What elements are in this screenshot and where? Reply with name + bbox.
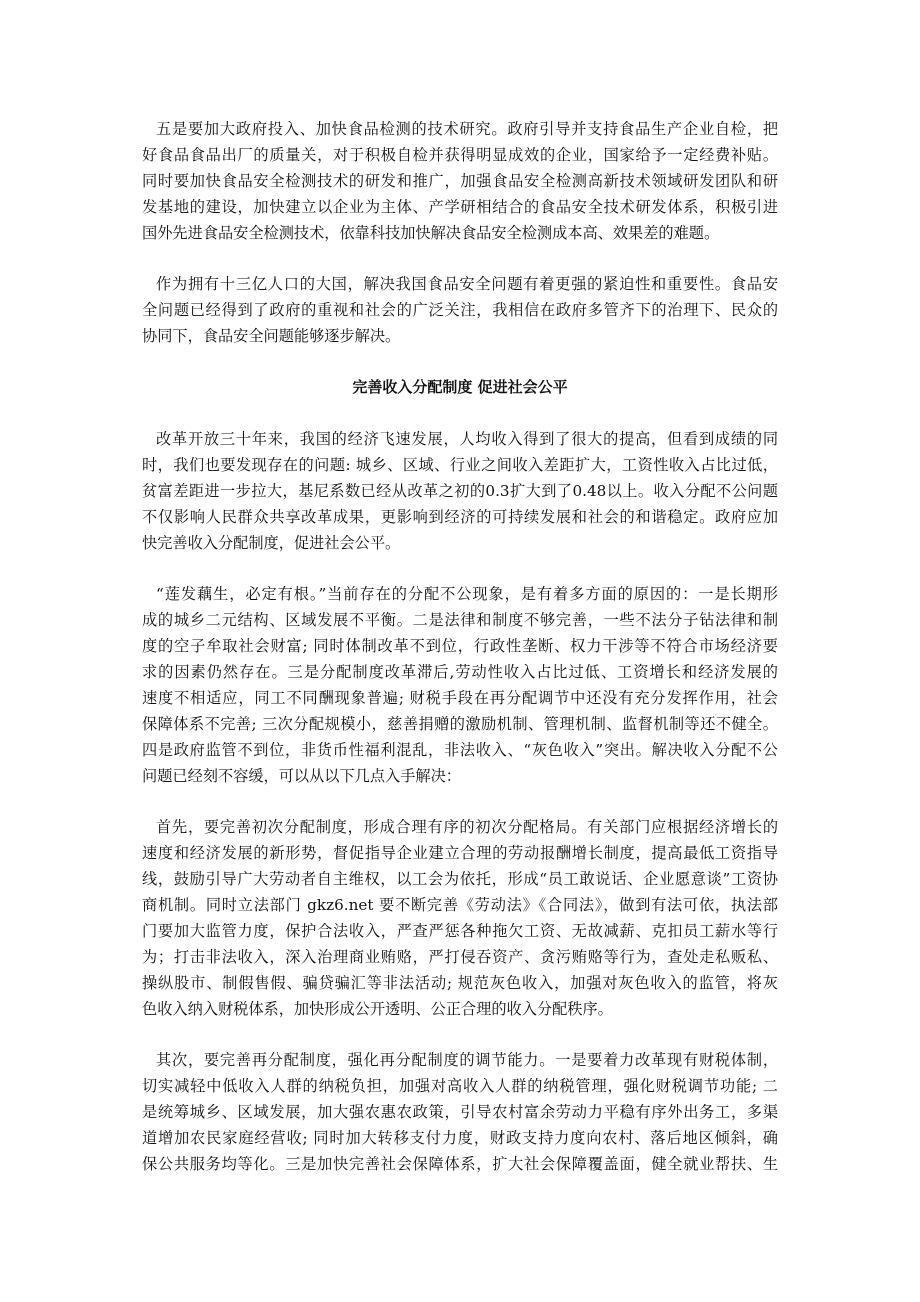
text-line: 线，鼓励引导广大劳动者自主维权，以工会为依托，形成“员工敢说话、企业愿意谈”工资协 <box>142 870 778 888</box>
text-line: 作为拥有十三亿人口的大国，解决我国食品安全问题有着更强的紧迫性和重要性。食品安 <box>156 275 778 293</box>
text-line: 全问题已经得到了政府的重视和社会的广泛关注，我相信在政府多管齐下的治理下、民众的 <box>142 301 778 319</box>
text-line: 协同下，食品安全问题能够逐步解决。 <box>142 327 401 345</box>
text-line: 为；打击非法收入，深入治理商业贿赂，严打侵吞资产、贪污贿赂等行为，查处走私贩私、 <box>142 948 778 966</box>
text-line: 操纵股市、制假售假、骗贷骗汇等非法活动; 规范灰色收入，加强对灰色收入的监管，将灰 <box>142 974 778 992</box>
text-line: 其次，要完善再分配制度，强化再分配制度的调节能力。一是要着力改革现有财税体制， <box>156 1051 778 1069</box>
text-line: 问题已经刻不容缓，可以从以下几点入手解决： <box>142 767 461 785</box>
text-line: 不仅影响人民群众共享改革成果，更影响到经济的可持续发展和社会的和谐稳定。政府应加 <box>142 508 778 526</box>
text-line: 时，我们也要发现存在的问题: 城乡、区域、行业之间收入差距扩大，工资性收入占比过低， <box>142 456 778 474</box>
text-line: 商机制。同时立法部门 gkz6.net 要不断完善《劳动法》《合同法》，做到有法可依，执法部 <box>142 896 778 914</box>
text-line: 色收入纳入财税体系，加快形成公开透明、公正合理的收入分配秩序。 <box>142 1000 613 1018</box>
section-heading: 完善收入分配制度 促进社会公平 <box>352 378 568 396</box>
text-line: 切实减轻中低收入人群的纳税负担，加强对高收入人群的纳税管理，强化财税调节功能; 二 <box>142 1077 778 1095</box>
text-line: 四是政府监管不到位，非货币性福利混乱，非法收入、“灰色收入”突出。解决收入分配不公 <box>142 741 778 759</box>
text-line: 保公共服务均等化。三是加快完善社会保障体系，扩大社会保障覆盖面，健全就业帮扶、生 <box>142 1155 778 1173</box>
text-line: 是统筹城乡、区域发展，加大强农惠农政策，引导农村富余劳动力平稳有序外出务工，多渠 <box>142 1103 778 1121</box>
text-line: 道增加农民家庭经营收; 同时加大转移支付力度，财政支持力度向农村、落后地区倾斜，确 <box>142 1129 778 1147</box>
text-line: 求的因素仍然存在。三是分配制度改革滞后,劳动性收入占比过低、工资增长和经济发展的 <box>142 663 778 681</box>
text-line: 快完善收入分配制度，促进社会公平。 <box>142 534 401 552</box>
text-line: 发基地的建设，加快建立以企业为主体、产学研相结合的食品安全技术研发体系，积极引进 <box>142 198 778 216</box>
text-line: 门要加大监管力度，保护合法收入，严查严惩各种拖欠工资、无故减薪、克扣员工薪水等行 <box>142 922 778 940</box>
text-line: “莲发藕生，必定有根。”当前存在的分配不公现象，是有着多方面的原因的：一是长期形 <box>156 585 778 603</box>
text-line: 速度不相适应，同工不同酬现象普遍; 财税手段在再分配调节中还没有充分发挥作用，社会 <box>142 689 778 707</box>
text-line: 五是要加大政府投入、加快食品检测的技术研究。政府引导并支持食品生产企业自检，把 <box>156 120 778 138</box>
text-line: 国外先进食品安全检测技术，依靠科技加快解决食品安全检测成本高、效果差的难题。 <box>142 224 720 242</box>
text-line: 成的城乡二元结构、区域发展不平衡。二是法律和制度不够完善，一些不法分子钻法律和制 <box>142 611 778 629</box>
text-line: 同时要加快食品安全检测技术的研发和推广，加强食品安全检测高新技术领域研发团队和研 <box>142 172 778 190</box>
text-line: 速度和经济发展的新形势，督促指导企业建立合理的劳动报酬增长制度，提高最低工资指导 <box>142 844 778 862</box>
text-line: 保障体系不完善; 三次分配规模小，慈善捐赠的激励机制、管理机制、监督机制等还不健全。 <box>142 715 778 733</box>
text-line: 改革开放三十年来，我国的经济飞速发展，人均收入得到了很大的提高，但看到成绩的同 <box>156 430 778 448</box>
text-line: 贫富差距进一步拉大，基尼系数已经从改革之初的0.3扩大到了0.48以上。收入分配不公问题 <box>142 482 778 500</box>
text-line: 好食品食品出厂的质量关，对于积极自检并获得明显成效的企业，国家给予一定经费补贴。 <box>142 146 778 164</box>
text-line: 度的空子牟取社会财富; 同时体制改革不到位，行政性垄断、权力干涉等不符合市场经济要 <box>142 637 778 655</box>
text-line: 首先，要完善初次分配制度，形成合理有序的初次分配格局。有关部门应根据经济增长的 <box>156 818 778 836</box>
